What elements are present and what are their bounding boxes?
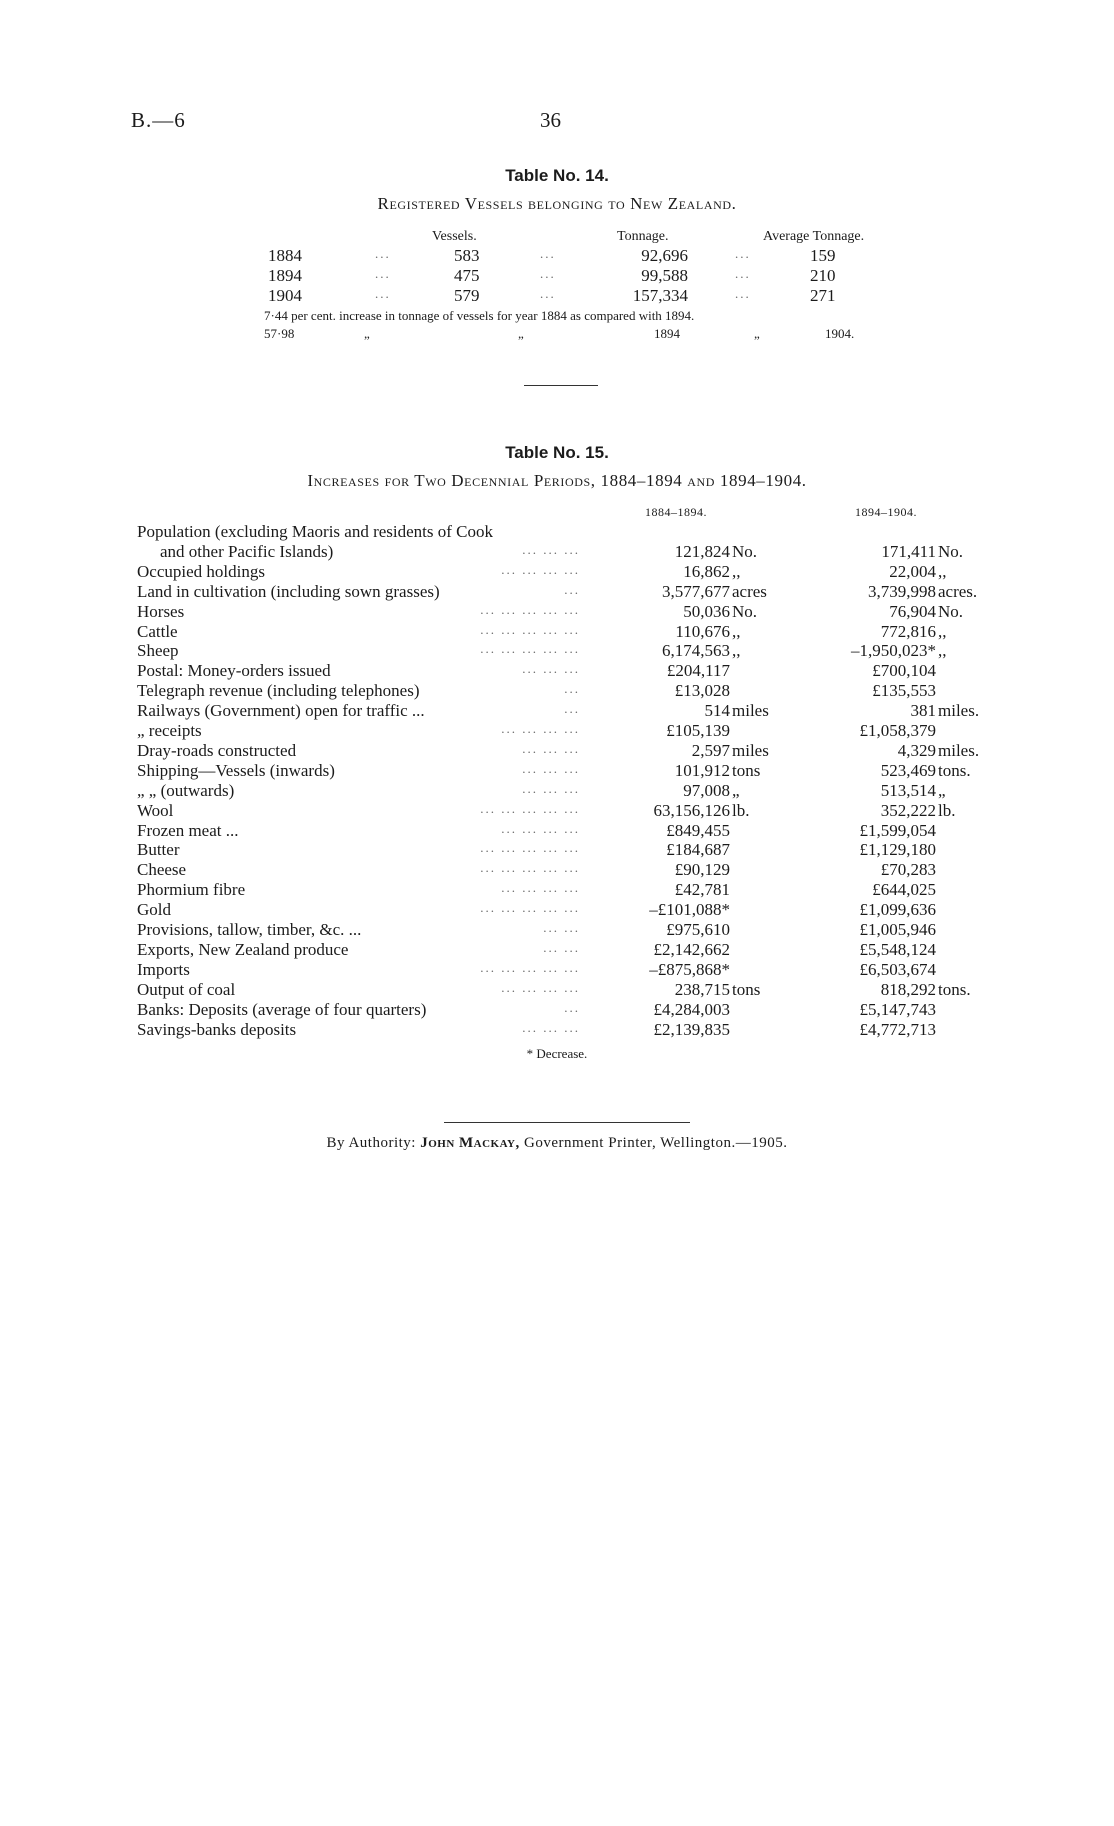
row-leader: ... [540,266,556,281]
imprint-prefix: By Authority: [326,1135,416,1151]
row-value-1884-1894: –£875,868* [649,960,730,979]
row-label: Telegraph revenue (including telephones) [137,681,420,700]
row-vessels: 475 [454,266,480,285]
row-label: Population (excluding Maoris and residents of Cook [137,522,494,541]
row-unit-1894-1904: No. [938,542,964,561]
note2-ditto-2: „ [518,326,524,341]
imprint-line [0,1135,1114,1152]
row-leader: ... ... ... ... ... [480,860,580,875]
table15-subtitle: Increases for Two Decennial Periods, 1884–1894 and 1894–1904. [307,471,807,490]
section-divider [524,385,598,386]
row-value-1894-1904: £1,599,054 [859,821,936,840]
row-value-1894-1904: £644,025 [872,880,936,899]
row-label: Exports, New Zealand produce [137,940,349,959]
row-value-1894-1904: 523,469 [880,761,936,780]
table14-note-1: 7·44 per cent. increase in tonnage of vessels for year 1884 as compared with 1894. [264,308,695,323]
row-vessels: 583 [454,246,480,265]
row-label: Railways (Government) open for traffic ... [137,701,425,720]
imprint-suffix: Government Printer, Wellington.—1905. [524,1135,788,1151]
imprint-name: John Mackay, [420,1135,520,1151]
row-unit-1894-1904: lb. [938,801,956,820]
table15-row [0,840,1114,860]
table15-row [0,641,1114,661]
row-unit-1894-1904: miles. [938,741,980,760]
row-unit-1894-1904: No. [938,602,964,621]
row-year: 1884 [268,246,302,265]
note2-year-a: 1894 [654,326,680,341]
table15-row [0,602,1114,622]
row-vessels: 579 [454,286,480,305]
table14-row [0,266,1114,286]
row-value-1894-1904: –1,950,023* [851,641,936,660]
table14-note-2 [264,326,855,342]
row-leader: ... ... ... ... [501,980,580,995]
row-unit-1884-1894: No. [732,602,758,621]
row-value-1894-1904: £5,548,124 [859,940,936,959]
row-value-1884-1894: 514 [704,701,730,720]
row-label: Banks: Deposits (average of four quarters) [137,1000,427,1019]
row-value-1894-1904: £70,283 [880,860,936,879]
row-leader: ... ... ... ... [501,821,580,836]
table15-row [0,920,1114,940]
row-value-1894-1904: £5,147,743 [859,1000,936,1019]
row-leader: ... ... ... [522,741,580,756]
row-leader: ... [564,701,580,716]
row-value-1884-1894: –£101,088* [649,900,730,919]
row-leader: ... ... ... ... ... [480,900,580,915]
table14-title: Table No. 14. [505,166,609,185]
table14-col-tonnage: Tonnage. [617,229,669,244]
row-leader: ... [564,1000,580,1015]
row-unit-1884-1894: tons [732,980,761,999]
row-leader: ... [735,266,751,281]
table15-row [0,880,1114,900]
row-unit-1894-1904: acres. [938,582,978,601]
row-leader: ... ... [543,920,580,935]
row-label: Dray-roads constructed [137,741,297,760]
table15-row [0,1020,1114,1040]
row-label: Wool [137,801,174,820]
table15-row [0,821,1114,841]
row-leader: ... [375,266,391,281]
row-value-1894-1904: £1,129,180 [859,840,936,859]
note2-pct: 57·98 [264,326,295,341]
row-average: 271 [810,286,836,305]
row-unit-1884-1894: miles [732,741,769,760]
row-unit-1884-1894: acres [732,582,767,601]
row-leader: ... ... ... ... [501,721,580,736]
row-leader: ... ... ... ... ... [480,840,580,855]
row-unit-1884-1894: lb. [732,801,750,820]
document-reference: B.—6 [131,108,186,132]
row-value-1894-1904: 513,514 [880,781,936,800]
row-unit-1894-1904: tons. [938,980,971,999]
row-value-1884-1894: 101,912 [674,761,730,780]
row-value-1884-1894: £849,455 [666,821,730,840]
table15-row [0,781,1114,801]
row-leader: ... ... ... ... [501,562,580,577]
row-leader: ... ... ... [522,542,580,557]
row-label: Savings-banks deposits [137,1020,297,1039]
row-label: Occupied holdings [137,562,265,581]
table15-row [0,542,1114,562]
table15-row [0,741,1114,761]
row-tonnage: 92,696 [641,246,688,265]
row-value-1894-1904: £700,104 [872,661,936,680]
table15-row [0,900,1114,920]
row-value-1894-1904: 818,292 [880,980,936,999]
row-leader: ... ... ... [522,781,580,796]
row-leader: ... ... ... ... ... [480,801,580,816]
row-leader: ... [375,246,391,261]
row-value-1894-1904: 4,329 [897,741,936,760]
row-label: „ „ (outwards) [137,781,235,800]
row-value-1884-1894: £204,117 [666,661,730,680]
row-year: 1894 [268,266,302,285]
note2-ditto-3: „ [754,326,760,341]
row-unit-1894-1904: tons. [938,761,971,780]
row-value-1894-1904: 772,816 [880,622,936,641]
table15-row [0,681,1114,701]
row-label: Frozen meat ... [137,821,239,840]
row-unit-1894-1904: ,, [938,622,947,641]
row-leader: ... ... ... ... ... [480,960,580,975]
row-leader: ... [540,286,556,301]
row-label: and other Pacific Islands) [160,542,334,561]
row-label: Sheep [137,641,179,660]
row-unit-1894-1904: ,, [938,641,947,660]
table14-subtitle: Registered Vessels belonging to New Zealand. [377,194,737,213]
note2-year-b: 1904. [825,326,855,341]
table14-col-vessels: Vessels. [432,229,477,244]
row-value-1884-1894: 63,156,126 [653,801,730,820]
row-label: Output of coal [137,980,236,999]
row-value-1884-1894: £13,028 [674,681,730,700]
row-average: 210 [810,266,836,285]
row-leader: ... [375,286,391,301]
row-value-1884-1894: 50,036 [683,602,730,621]
row-label: „ receipts [137,721,202,740]
row-year: 1904 [268,286,302,305]
row-tonnage: 99,588 [641,266,688,285]
row-value-1884-1894: 2,597 [691,741,730,760]
row-value-1894-1904: 381 [910,701,936,720]
row-leader: ... [540,246,556,261]
table15-row [0,562,1114,582]
row-value-1894-1904: £1,099,636 [859,900,936,919]
row-leader: ... ... ... ... [501,880,580,895]
table15-row [0,721,1114,741]
row-unit-1884-1894: ,, [732,641,741,660]
table15-row [0,582,1114,602]
row-label: Cattle [137,622,178,641]
row-leader: ... [564,681,580,696]
row-value-1884-1894: £42,781 [674,880,730,899]
row-value-1884-1894: £2,142,662 [653,940,730,959]
row-leader: ... ... ... [522,761,580,776]
row-unit-1884-1894: tons [732,761,761,780]
table14-col-average: Average Tonnage. [763,229,865,244]
table15-col-1884-1894: 1884–1894. [645,505,707,519]
row-value-1884-1894: 110,676 [675,622,730,641]
row-unit-1894-1904: miles. [938,701,980,720]
row-value-1884-1894: 238,715 [674,980,730,999]
table15-col-1894-1904: 1894–1904. [855,505,917,519]
row-leader: ... [564,582,580,597]
row-value-1884-1894: 97,008 [683,781,730,800]
row-value-1894-1904: 76,904 [889,602,936,621]
row-value-1884-1894: 121,824 [674,542,730,561]
table15-title: Table No. 15. [505,443,609,462]
row-leader: ... ... ... ... ... [480,622,580,637]
table14-row [0,286,1114,306]
row-unit-1894-1904: ,, [938,562,947,581]
row-value-1894-1904: £1,005,946 [859,920,936,939]
row-value-1894-1904: £4,772,713 [859,1020,936,1039]
row-value-1884-1894: £90,129 [674,860,730,879]
row-leader: ... ... ... ... ... [480,602,580,617]
row-value-1884-1894: 6,174,563 [662,641,730,660]
row-label: Butter [137,840,180,859]
row-label: Postal: Money-orders issued [137,661,331,680]
row-leader: ... ... [543,940,580,955]
row-leader: ... [735,246,751,261]
row-value-1894-1904: £135,553 [872,681,936,700]
row-label: Provisions, tallow, timber, &c. ... [137,920,362,939]
row-label: Shipping—Vessels (inwards) [137,761,335,780]
row-unit-1894-1904: „ [938,781,946,800]
row-value-1884-1894: £975,610 [666,920,730,939]
row-label: Cheese [137,860,187,879]
row-leader: ... ... ... ... ... [480,641,580,656]
table15-row [0,940,1114,960]
imprint-rule [444,1122,690,1123]
row-tonnage: 157,334 [632,286,688,305]
row-leader: ... [735,286,751,301]
row-value-1884-1894: 3,577,677 [662,582,730,601]
page-number: 36 [540,108,561,132]
table15-footnote: * Decrease. [526,1046,588,1061]
row-unit-1884-1894: ,, [732,622,741,641]
table14-row [0,246,1114,266]
row-average: 159 [810,246,836,265]
row-unit-1884-1894: No. [732,542,758,561]
table15-row [0,701,1114,721]
table15-row [0,661,1114,681]
row-value-1884-1894: 16,862 [683,562,730,581]
row-unit-1884-1894: ,, [732,562,741,581]
row-value-1894-1904: 171,411 [881,542,936,561]
row-label: Horses [137,602,185,621]
row-value-1884-1894: £105,139 [666,721,730,740]
table15-row [0,980,1114,1000]
row-value-1884-1894: £4,284,003 [653,1000,730,1019]
row-value-1884-1894: £2,139,835 [653,1020,730,1039]
row-value-1894-1904: 352,222 [880,801,936,820]
table15-row [0,1000,1114,1020]
table15-row [0,960,1114,980]
table15-row [0,801,1114,821]
table15-row [0,761,1114,781]
row-value-1894-1904: 22,004 [889,562,936,581]
row-value-1884-1894: £184,687 [666,840,730,859]
note2-ditto-1: „ [364,326,370,341]
row-label: Land in cultivation (including sown grasses) [137,582,440,601]
row-leader: ... ... ... [522,1020,580,1035]
row-value-1894-1904: £1,058,379 [859,721,936,740]
row-unit-1884-1894: miles [732,701,769,720]
table15-row [0,860,1114,880]
table15-row [0,622,1114,642]
row-label: Imports [137,960,190,979]
row-label: Phormium fibre [137,880,246,899]
table15-row [0,522,1114,542]
row-value-1894-1904: £6,503,674 [859,960,936,979]
row-unit-1884-1894: „ [732,781,740,800]
row-label: Gold [137,900,171,919]
row-value-1894-1904: 3,739,998 [868,582,936,601]
row-leader: ... ... ... [522,661,580,676]
